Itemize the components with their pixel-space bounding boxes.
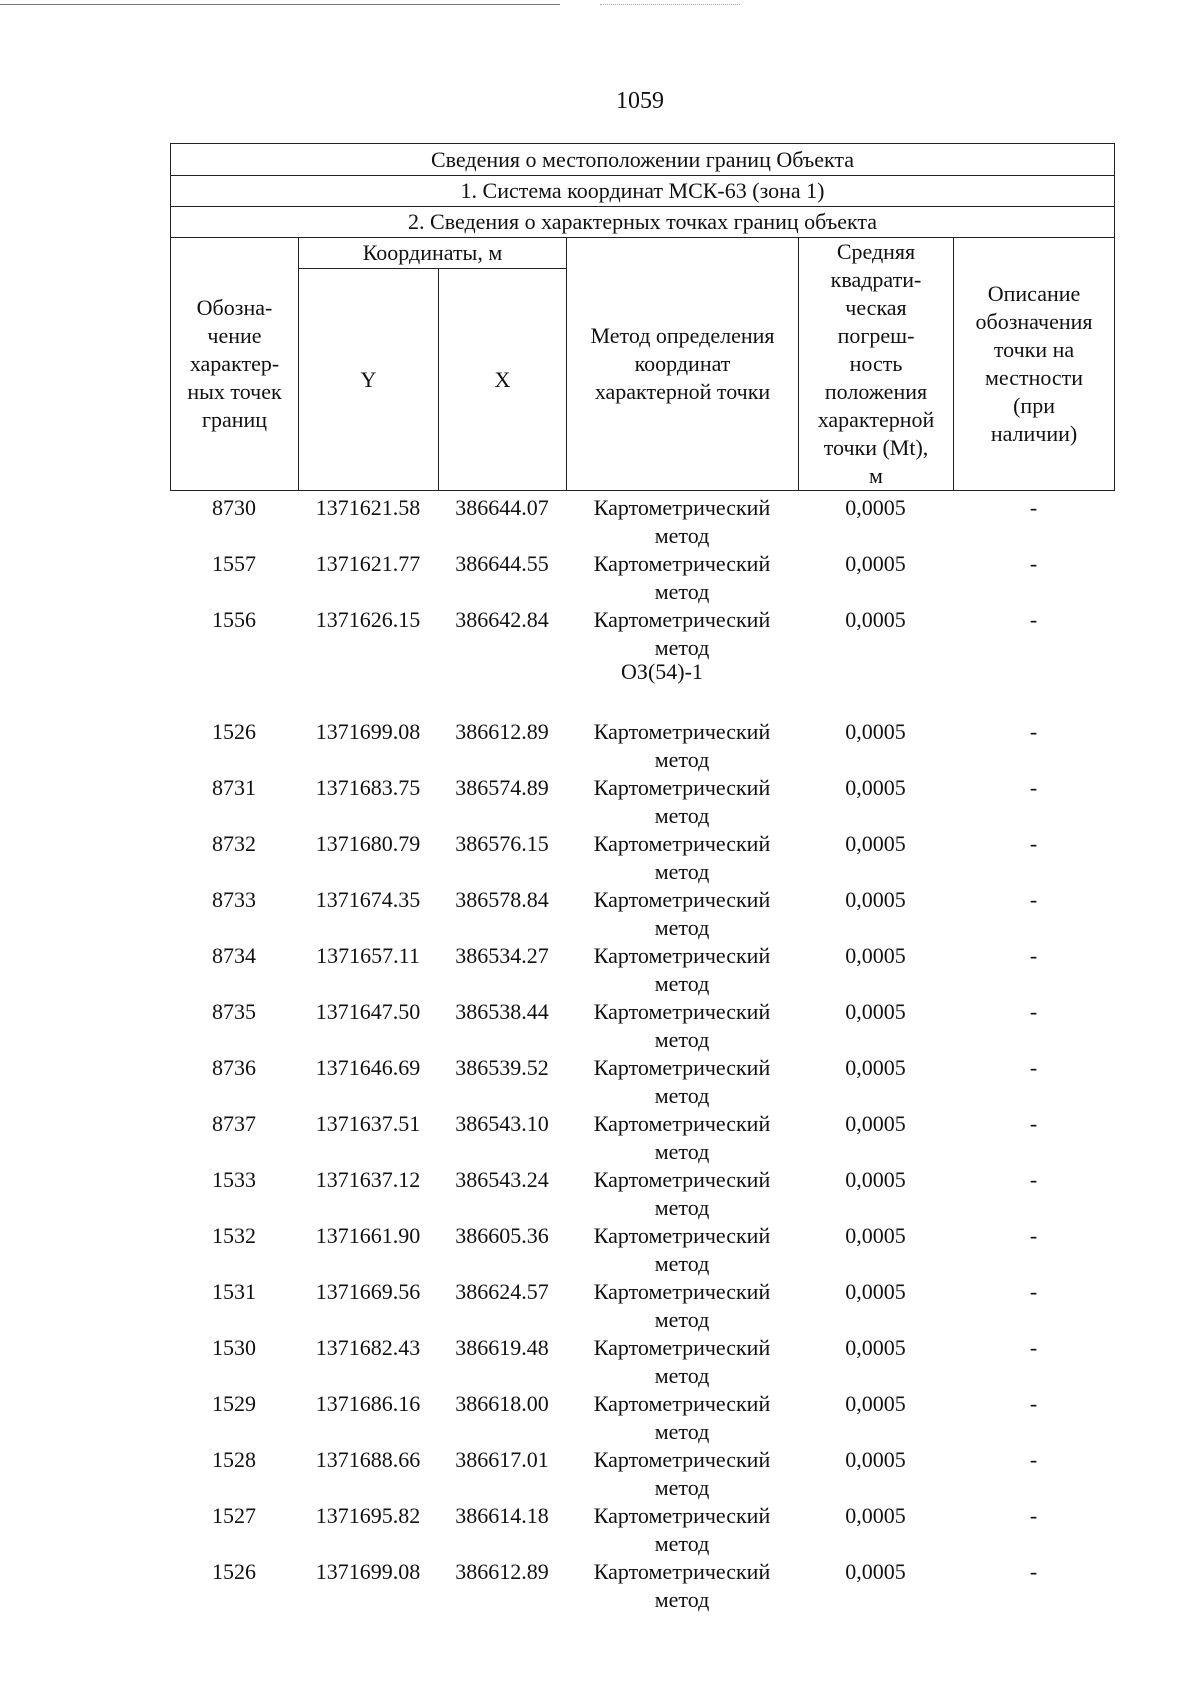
mean-square-error: 0,0005	[845, 1391, 906, 1416]
table-row	[170, 1166, 1114, 1222]
point-description: -	[1029, 1279, 1038, 1304]
page-number: 1059	[616, 88, 664, 114]
method: Картометрический метод	[593, 999, 771, 1052]
point-id: 1556	[212, 607, 256, 632]
mean-square-error: 0,0005	[845, 887, 906, 912]
coord-x: 386644.55	[455, 551, 549, 576]
method: Картометрический метод	[593, 607, 771, 660]
table-row	[170, 998, 1114, 1054]
point-description: -	[1029, 607, 1038, 632]
method: Картометрический метод	[593, 1279, 771, 1332]
coord-y: 1371621.58	[315, 495, 421, 520]
mean-square-error: 0,0005	[845, 775, 906, 800]
mean-square-error: 0,0005	[845, 495, 906, 520]
coord-x: 386538.44	[455, 999, 549, 1024]
coord-y: 1371680.79	[315, 831, 421, 856]
coord-x: 386624.57	[455, 1279, 549, 1304]
mean-square-error: 0,0005	[845, 1279, 906, 1304]
point-description: -	[1029, 719, 1038, 744]
method: Картометрический метод	[593, 1223, 771, 1276]
point-id: 1531	[212, 1279, 256, 1304]
col-header-designation: Обозна- чение характер- ных точек границ	[171, 238, 299, 491]
points-group-b	[170, 718, 1114, 1614]
table-row	[170, 1558, 1114, 1614]
point-id: 1557	[212, 551, 256, 576]
coord-x: 386644.07	[455, 495, 549, 520]
table-title: Сведения о местоположении границ Объекта	[171, 144, 1115, 176]
coord-y: 1371637.12	[315, 1167, 421, 1192]
mean-square-error: 0,0005	[845, 607, 906, 632]
coord-y: 1371674.35	[315, 887, 421, 912]
coord-x: 386612.89	[455, 1559, 549, 1584]
coord-y: 1371682.43	[315, 1335, 421, 1360]
method: Картометрический метод	[593, 1111, 771, 1164]
point-id: 1530	[212, 1335, 256, 1360]
table-row	[170, 606, 1114, 662]
point-id: 1527	[212, 1503, 256, 1528]
coord-system-label: 1. Система координат МСК-63 (зона 1)	[171, 176, 1115, 207]
point-id: 8735	[212, 999, 256, 1024]
coord-y: 1371637.51	[315, 1111, 421, 1136]
table-row	[170, 1110, 1114, 1166]
table-row	[170, 1334, 1114, 1390]
section-label: 2. Сведения о характерных точках границ объекта	[171, 207, 1115, 238]
scan-top-dots	[600, 4, 740, 5]
coord-y: 1371657.11	[316, 943, 420, 968]
point-description: -	[1029, 1223, 1038, 1248]
col-header-error: Средняя квадрати- ческая погреш- ность положения характерной точки (Mt), м	[799, 238, 954, 491]
point-description: -	[1029, 1447, 1038, 1472]
point-id: 8730	[212, 495, 256, 520]
coord-x: 386617.01	[455, 1447, 549, 1472]
coord-x: 386543.24	[455, 1167, 549, 1192]
table-row	[170, 718, 1114, 774]
col-header-description: Описание обозначения точки на местности (при наличии)	[954, 238, 1115, 491]
method: Картометрический метод	[593, 551, 771, 604]
coord-y: 1371699.08	[315, 719, 421, 744]
object-subtitle: ОЗ(54)-1	[621, 659, 703, 684]
method: Картометрический метод	[593, 943, 771, 996]
point-id: 1526	[212, 719, 256, 744]
points-group-a	[170, 494, 1114, 662]
point-description: -	[1029, 887, 1038, 912]
coord-y: 1371647.50	[315, 999, 421, 1024]
point-description: -	[1029, 1391, 1038, 1416]
table-row	[170, 1502, 1114, 1558]
coord-x: 386614.18	[455, 1503, 549, 1528]
method: Картометрический метод	[593, 775, 771, 828]
method: Картометрический метод	[593, 1447, 771, 1500]
coord-x: 386574.89	[455, 775, 549, 800]
point-id: 8736	[212, 1055, 256, 1080]
mean-square-error: 0,0005	[845, 999, 906, 1024]
coord-x: 386619.48	[455, 1335, 549, 1360]
point-id: 1526	[212, 1559, 256, 1584]
point-description: -	[1029, 551, 1038, 576]
table-row	[170, 830, 1114, 886]
col-header-coords: Координаты, м	[299, 238, 567, 269]
coord-y: 1371646.69	[315, 1055, 421, 1080]
table-row	[170, 1278, 1114, 1334]
coord-y: 1371695.82	[315, 1503, 421, 1528]
method: Картометрический метод	[593, 1391, 771, 1444]
coord-x: 386605.36	[455, 1223, 549, 1248]
method: Картометрический метод	[593, 831, 771, 884]
table-row	[170, 942, 1114, 998]
table-row	[170, 550, 1114, 606]
mean-square-error: 0,0005	[845, 1335, 906, 1360]
table-row	[170, 886, 1114, 942]
point-description: -	[1029, 943, 1038, 968]
method: Картометрический метод	[593, 719, 771, 772]
point-id: 1533	[212, 1167, 256, 1192]
point-id: 1529	[212, 1391, 256, 1416]
method: Картометрический метод	[593, 1167, 771, 1220]
mean-square-error: 0,0005	[845, 1223, 906, 1248]
table-row	[170, 1222, 1114, 1278]
coord-x: 386534.27	[455, 943, 549, 968]
coord-x: 386578.84	[455, 887, 549, 912]
coord-x: 386576.15	[455, 831, 549, 856]
table-row	[170, 1446, 1114, 1502]
mean-square-error: 0,0005	[845, 943, 906, 968]
mean-square-error: 0,0005	[845, 1503, 906, 1528]
coord-y: 1371686.16	[315, 1391, 421, 1416]
method: Картометрический метод	[593, 1335, 771, 1388]
table-row	[170, 494, 1114, 550]
table-row	[170, 1390, 1114, 1446]
mean-square-error: 0,0005	[845, 1167, 906, 1192]
coord-x: 386642.84	[455, 607, 549, 632]
point-description: -	[1029, 831, 1038, 856]
point-description: -	[1029, 775, 1038, 800]
point-id: 1528	[212, 1447, 256, 1472]
mean-square-error: 0,0005	[845, 719, 906, 744]
point-description: -	[1029, 495, 1038, 520]
point-description: -	[1029, 1503, 1038, 1528]
point-id: 8732	[212, 831, 256, 856]
method: Картометрический метод	[593, 887, 771, 940]
scan-top-rule	[0, 4, 560, 5]
point-id: 8737	[212, 1111, 256, 1136]
mean-square-error: 0,0005	[845, 1055, 906, 1080]
col-header-x: X	[439, 269, 567, 491]
col-header-y: Y	[299, 269, 439, 491]
header-table	[170, 143, 1115, 491]
mean-square-error: 0,0005	[845, 1447, 906, 1472]
point-id: 8731	[212, 775, 256, 800]
point-id: 8733	[212, 887, 256, 912]
point-description: -	[1029, 1167, 1038, 1192]
mean-square-error: 0,0005	[845, 1111, 906, 1136]
coord-x: 386612.89	[455, 719, 549, 744]
col-header-method: Метод определения координат характерной точки	[567, 238, 799, 491]
coord-y: 1371688.66	[315, 1447, 421, 1472]
point-description: -	[1029, 1559, 1038, 1584]
point-description: -	[1029, 1055, 1038, 1080]
coord-x: 386543.10	[455, 1111, 549, 1136]
coord-y: 1371683.75	[315, 775, 421, 800]
method: Картометрический метод	[593, 1559, 771, 1612]
method: Картометрический метод	[593, 1503, 771, 1556]
table-row	[170, 774, 1114, 830]
method: Картометрический метод	[593, 495, 771, 548]
coord-x: 386618.00	[455, 1391, 549, 1416]
coord-y: 1371699.08	[315, 1559, 421, 1584]
point-description: -	[1029, 1335, 1038, 1360]
point-id: 8734	[212, 943, 256, 968]
points-table-body	[170, 494, 1114, 1614]
coord-y: 1371621.77	[315, 551, 421, 576]
point-description: -	[1029, 1111, 1038, 1136]
coord-y: 1371669.56	[315, 1279, 421, 1304]
point-id: 1532	[212, 1223, 256, 1248]
coord-y: 1371626.15	[315, 607, 421, 632]
method: Картометрический метод	[593, 1055, 771, 1108]
mean-square-error: 0,0005	[845, 831, 906, 856]
coord-y: 1371661.90	[315, 1223, 421, 1248]
mean-square-error: 0,0005	[845, 1559, 906, 1584]
mean-square-error: 0,0005	[845, 551, 906, 576]
table-row	[170, 1054, 1114, 1110]
coord-x: 386539.52	[455, 1055, 549, 1080]
point-description: -	[1029, 999, 1038, 1024]
